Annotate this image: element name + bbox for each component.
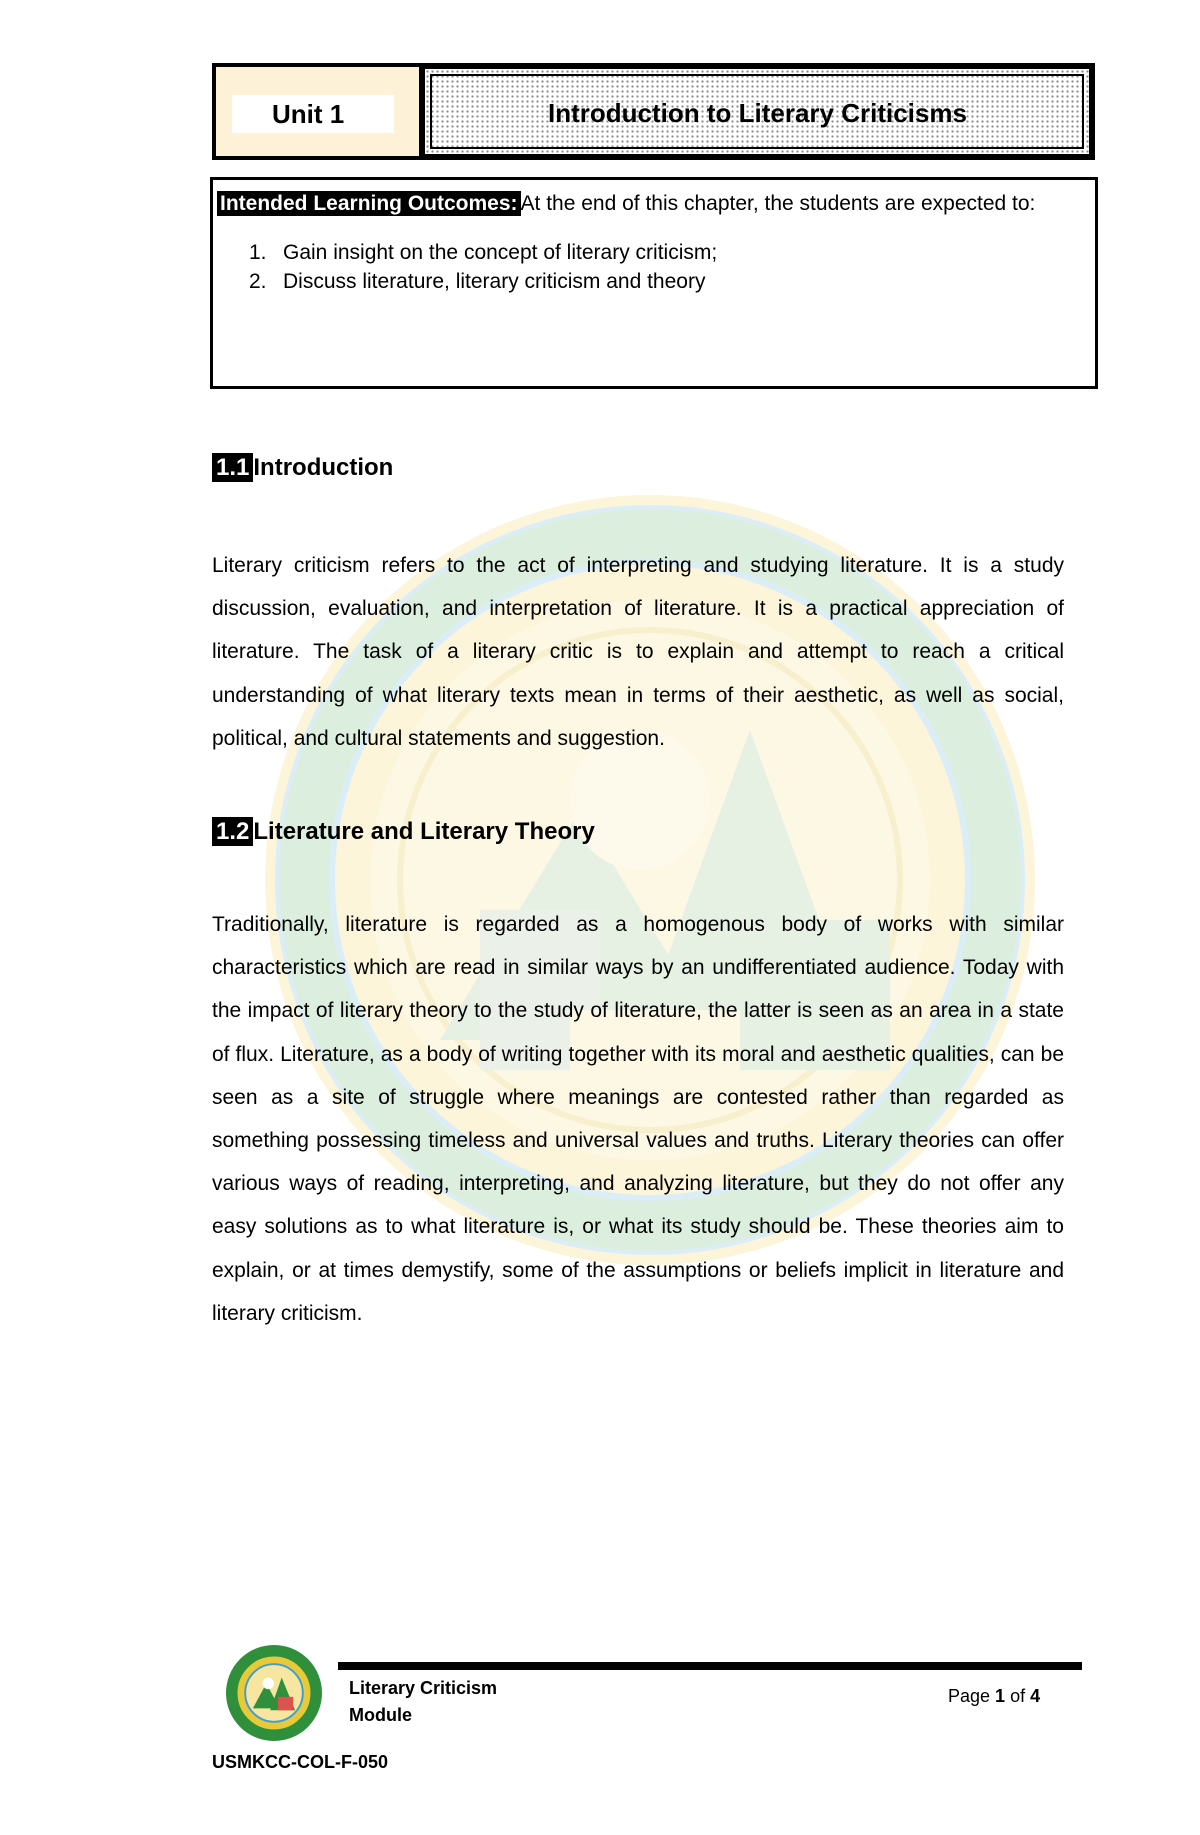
unit-title: Introduction to Literary Criticisms bbox=[548, 98, 967, 128]
section-heading-literary-theory bbox=[212, 818, 595, 846]
list-item-text: Discuss literature, literary criticism and theory bbox=[283, 270, 706, 293]
unit-title-box bbox=[423, 67, 1091, 156]
section-body-introduction: Literary criticism refers to the act of interpreting and studying literature. It is a study discussion, evaluation, and interpretation of literature. It is a practical appreciation of literature. The task of a literary critic is to explain and attempt to reach a critical understanding of what literary texts mean in terms of their aesthetic, as well as social, political, and cultural statements and suggestion. bbox=[212, 554, 1064, 750]
page-prefix: Page bbox=[948, 1686, 996, 1706]
footer-divider bbox=[338, 1662, 1082, 1670]
page-of: of bbox=[1005, 1686, 1031, 1706]
section-number: 1.1 bbox=[212, 453, 253, 482]
list-item-number: 2. bbox=[249, 270, 267, 293]
footer-module-title bbox=[349, 1675, 497, 1729]
list-item bbox=[249, 238, 717, 267]
section-title: Introduction bbox=[253, 454, 394, 481]
section-heading-introduction bbox=[212, 454, 393, 482]
unit-label: Unit 1 bbox=[232, 95, 394, 133]
footer-module-line: Literary Criticism bbox=[349, 1678, 498, 1698]
section-body-literary-theory: Traditionally, literature is regarded as a homogenous body of works with similar characteristics which are read in similar ways by an undifferentiated audience. Today with the impact of literary theory to the study of literature, the latter is seen as an area in a state of flux. Literature, as a body of writing together with its moral and aesthetic qualities, can be seen as a site of struggle where meanings are contested rather than regarded as something possessing timeless and universal values and truths. Literary theories can offer various ways of reading, interpreting, and analyzing literature, but they do not offer any easy solutions as to what literature is, or what its study should be. These theories aim to explain, or at times demystify, some of the assumptions or beliefs implicit in literature and literary criticism. bbox=[212, 913, 1064, 1325]
list-item bbox=[249, 267, 717, 296]
section-number: 1.2 bbox=[212, 817, 253, 846]
learning-outcomes-box bbox=[210, 177, 1098, 389]
list-item-text: Gain insight on the concept of literary criticism; bbox=[283, 241, 718, 264]
learning-outcomes-intro-line bbox=[217, 192, 1035, 216]
university-seal-icon bbox=[226, 1645, 322, 1741]
footer-module-line: Module bbox=[349, 1705, 412, 1725]
section-title: Literature and Literary Theory bbox=[253, 818, 595, 845]
learning-outcomes-tag: Intended Learning Outcomes: bbox=[217, 191, 521, 216]
learning-outcomes-list bbox=[249, 238, 717, 296]
page-total: 4 bbox=[1030, 1686, 1041, 1706]
unit-header bbox=[212, 63, 1095, 160]
learning-outcomes-intro: At the end of this chapter, the students are expected to: bbox=[520, 192, 1036, 215]
page-indicator bbox=[948, 1686, 1040, 1707]
form-code: USMKCC-COL-F-050 bbox=[212, 1752, 389, 1772]
page-current: 1 bbox=[995, 1686, 1006, 1706]
list-item-number: 1. bbox=[249, 241, 267, 264]
